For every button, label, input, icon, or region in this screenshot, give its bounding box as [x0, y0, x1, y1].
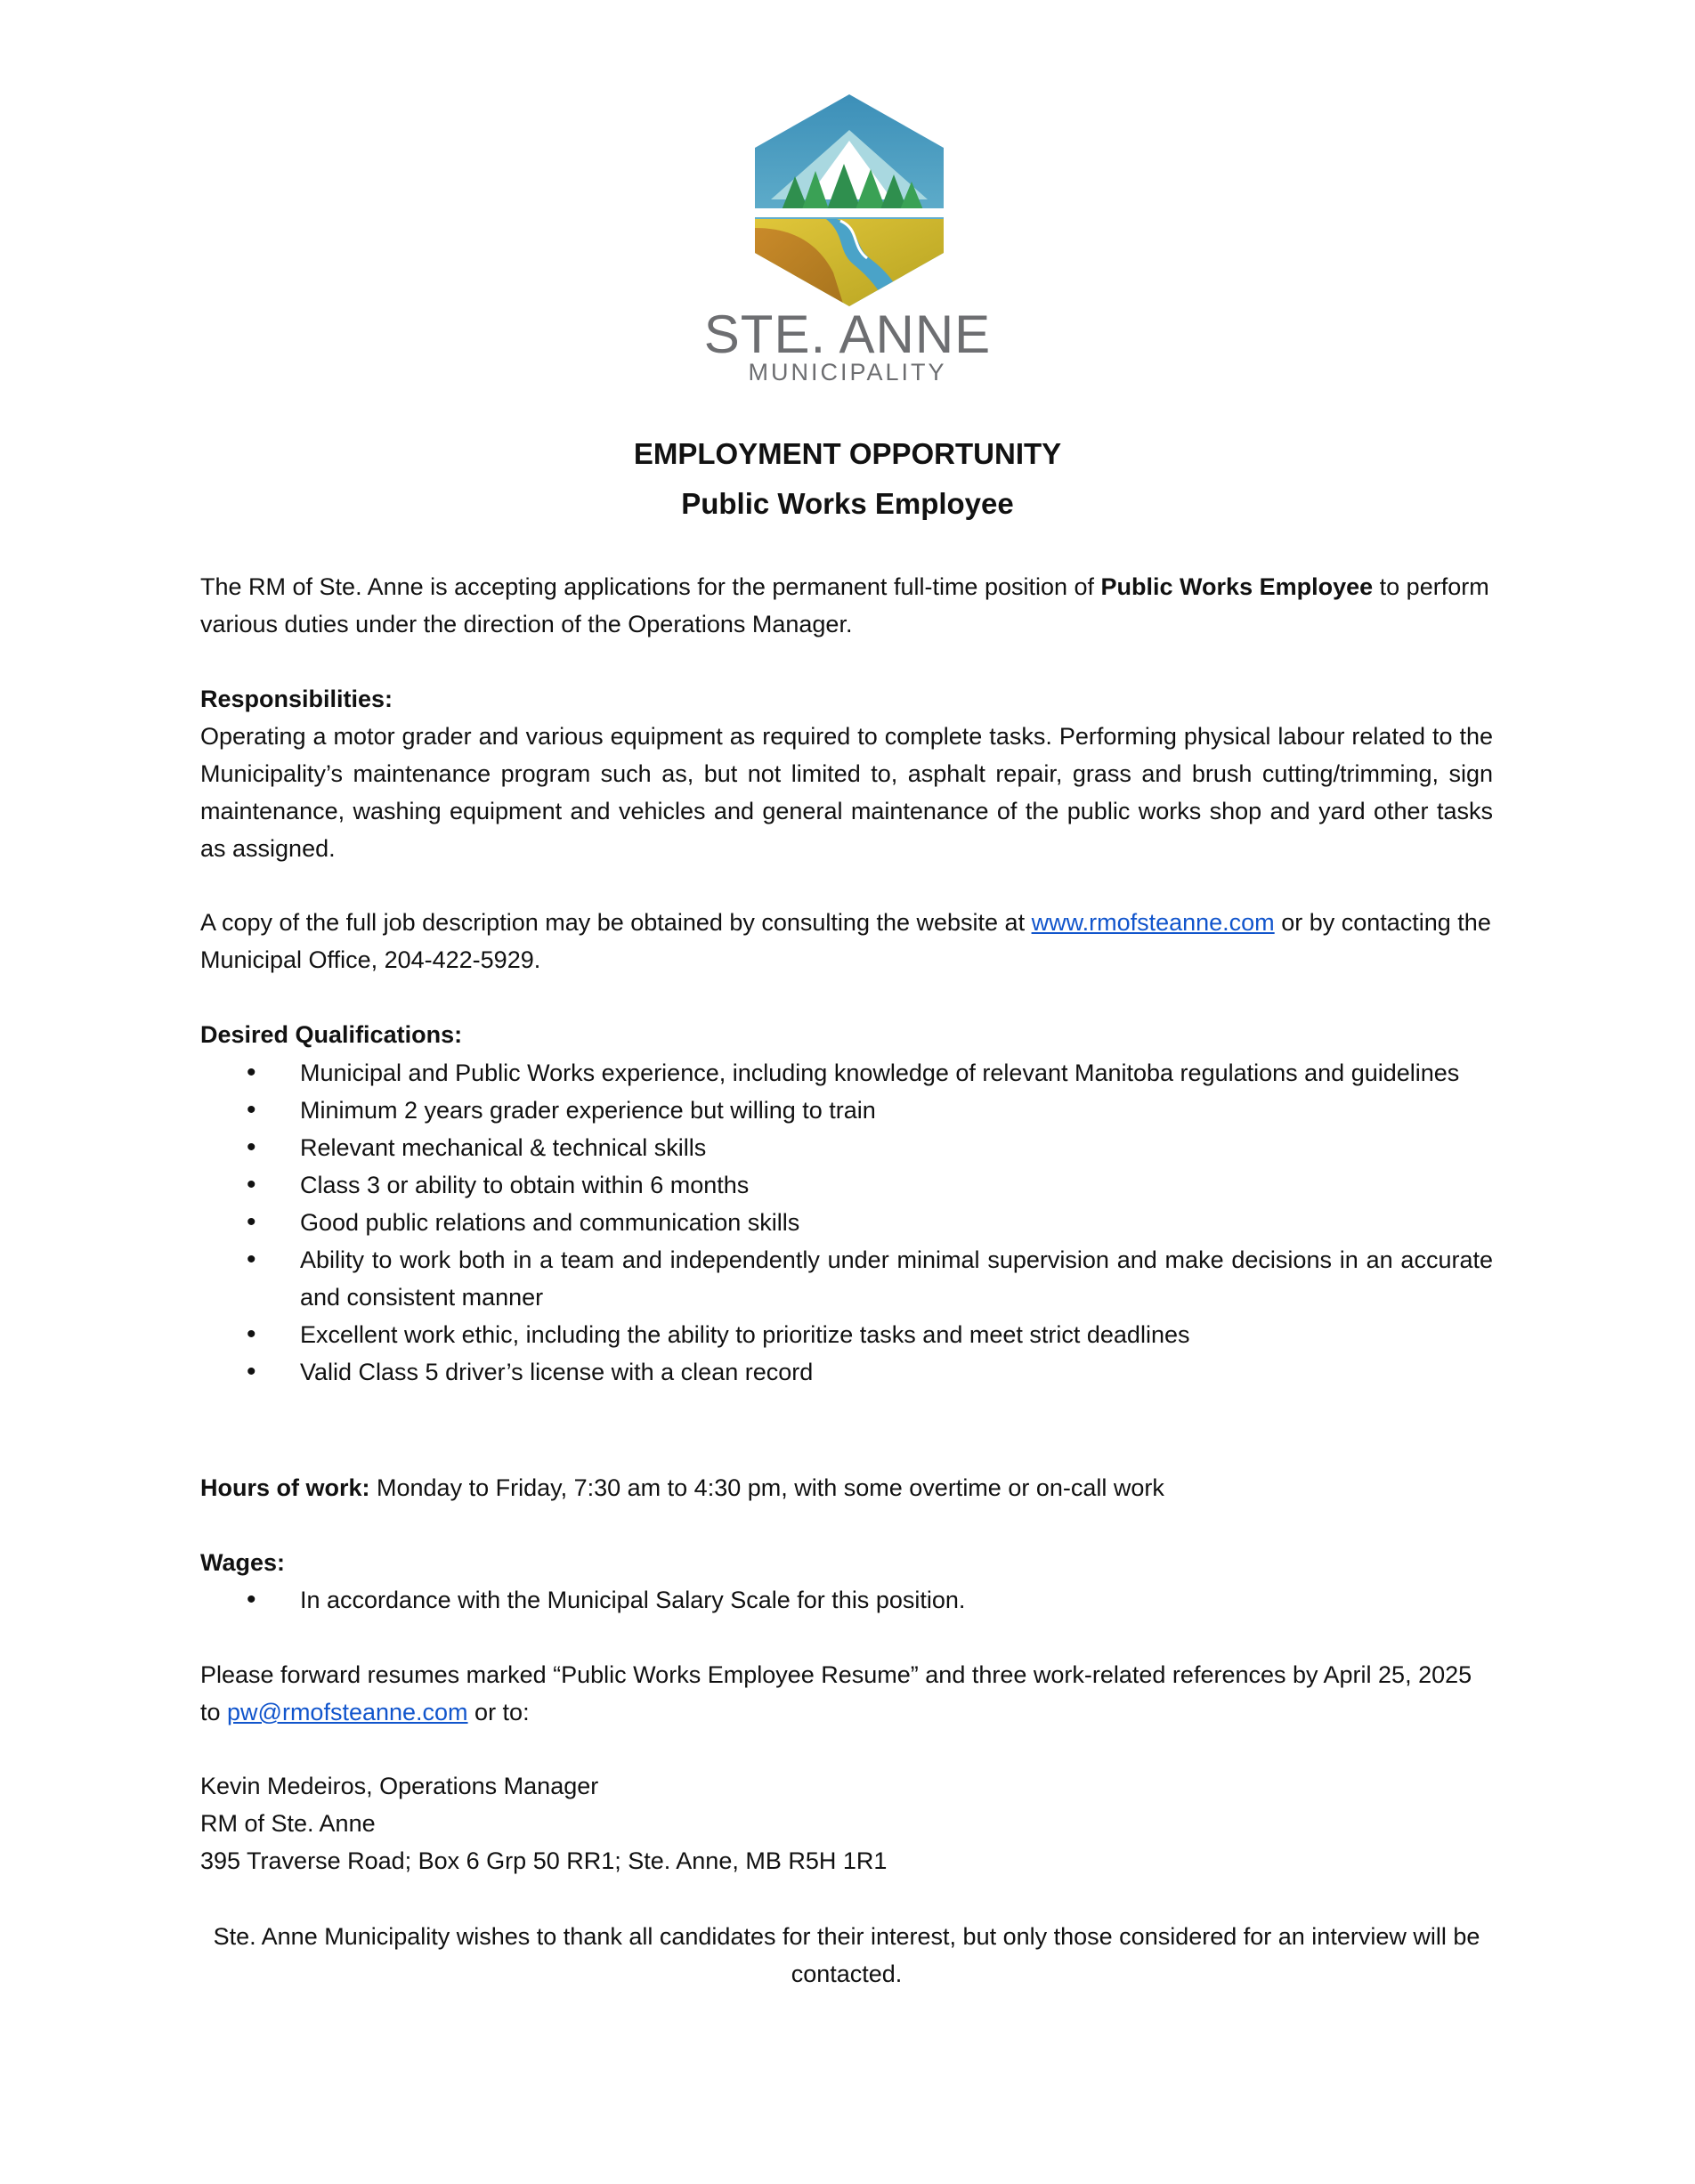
address-line: Kevin Medeiros, Operations Manager	[200, 1773, 599, 1799]
email-link[interactable]: pw@rmofsteanne.com	[227, 1699, 468, 1725]
wages-heading: Wages:	[200, 1549, 286, 1576]
hours-paragraph	[200, 1469, 1493, 1506]
address-block	[200, 1767, 1493, 1880]
closing-paragraph: Ste. Anne Municipality wishes to thank all candidates for their interest, but only those considered for an interview will be contacted.	[213, 1923, 1480, 1987]
forward-text: Please forward resumes marked “Public Works Employee Resume” and three work-related references by April 25, 2025 to	[200, 1661, 1472, 1725]
list-item: • Relevant mechanical & technical skills	[200, 1129, 1493, 1166]
ste-anne-logo-icon	[755, 94, 944, 306]
qualifications-heading: Desired Qualifications:	[200, 1021, 463, 1048]
brand-subtitle: MUNICIPALITY	[748, 359, 947, 386]
wages-list	[200, 1581, 1493, 1619]
list-item: • Excellent work ethic, including the ability to prioritize tasks and meet strict deadlines	[200, 1316, 1493, 1353]
forward-text-end: or to:	[467, 1699, 530, 1725]
list-item: • Valid Class 5 driver’s license with a clean record	[200, 1353, 1493, 1391]
brand-wordmark	[669, 305, 1026, 386]
qualifications-list	[200, 1054, 1493, 1391]
copy-text-end: or by contacting the Municipal Office, 204-422-5929.	[200, 909, 1491, 973]
copy-text: A copy of the full job description may be obtained by consulting the website at	[200, 909, 1032, 936]
intro-paragraph	[200, 568, 1493, 643]
responsibilities-heading: Responsibilities:	[200, 686, 393, 712]
list-item: • Municipal and Public Works experience, including knowledge of relevant Manitoba regulations and guidelines	[200, 1054, 1493, 1092]
copy-paragraph	[200, 904, 1493, 978]
hours-text: Monday to Friday, 7:30 am to 4:30 pm, with some overtime or on-call work	[369, 1474, 1164, 1501]
intro-position: Public Works Employee	[1100, 573, 1374, 600]
intro-text: The RM of Ste. Anne is accepting applications for the permanent full-time position of	[200, 573, 1101, 600]
list-item: • Class 3 or ability to obtain within 6 months	[200, 1166, 1493, 1204]
intro-text-end: to perform various duties under the direction of the Operations Manager.	[200, 573, 1489, 637]
address-line: RM of Ste. Anne	[200, 1810, 376, 1837]
responsibilities-text: Operating a motor grader and various equipment as required to complete tasks. Performing physical labour related to the Municipality’s maintenance program such as, but not limited to, asphalt repair, grass and brush cutting/trimming, sign maintenance, washing equipment and vehicles and general maintenance of the public works shop and yard other tasks as assigned.	[200, 723, 1493, 862]
list-item: • Good public relations and communication skills	[200, 1204, 1493, 1241]
address-line: 395 Traverse Road; Box 6 Grp 50 RR1; Ste. Anne, MB R5H 1R1	[200, 1847, 888, 1874]
document-title: EMPLOYMENT OPPORTUNITY	[633, 437, 1062, 470]
brand-name: STE. ANNE	[703, 304, 992, 364]
website-link[interactable]: www.rmofsteanne.com	[1031, 909, 1275, 936]
list-item: • In accordance with the Municipal Salary Scale for this position.	[200, 1581, 1493, 1619]
hours-label: Hours of work:	[200, 1474, 370, 1501]
list-item: • Ability to work both in a team and independently under minimal supervision and make decisions in an accurate and consistent manner	[200, 1241, 1493, 1316]
forward-paragraph	[200, 1656, 1493, 1731]
list-item: • Minimum 2 years grader experience but willing to train	[200, 1092, 1493, 1129]
document-subtitle: Public Works Employee	[681, 487, 1014, 520]
